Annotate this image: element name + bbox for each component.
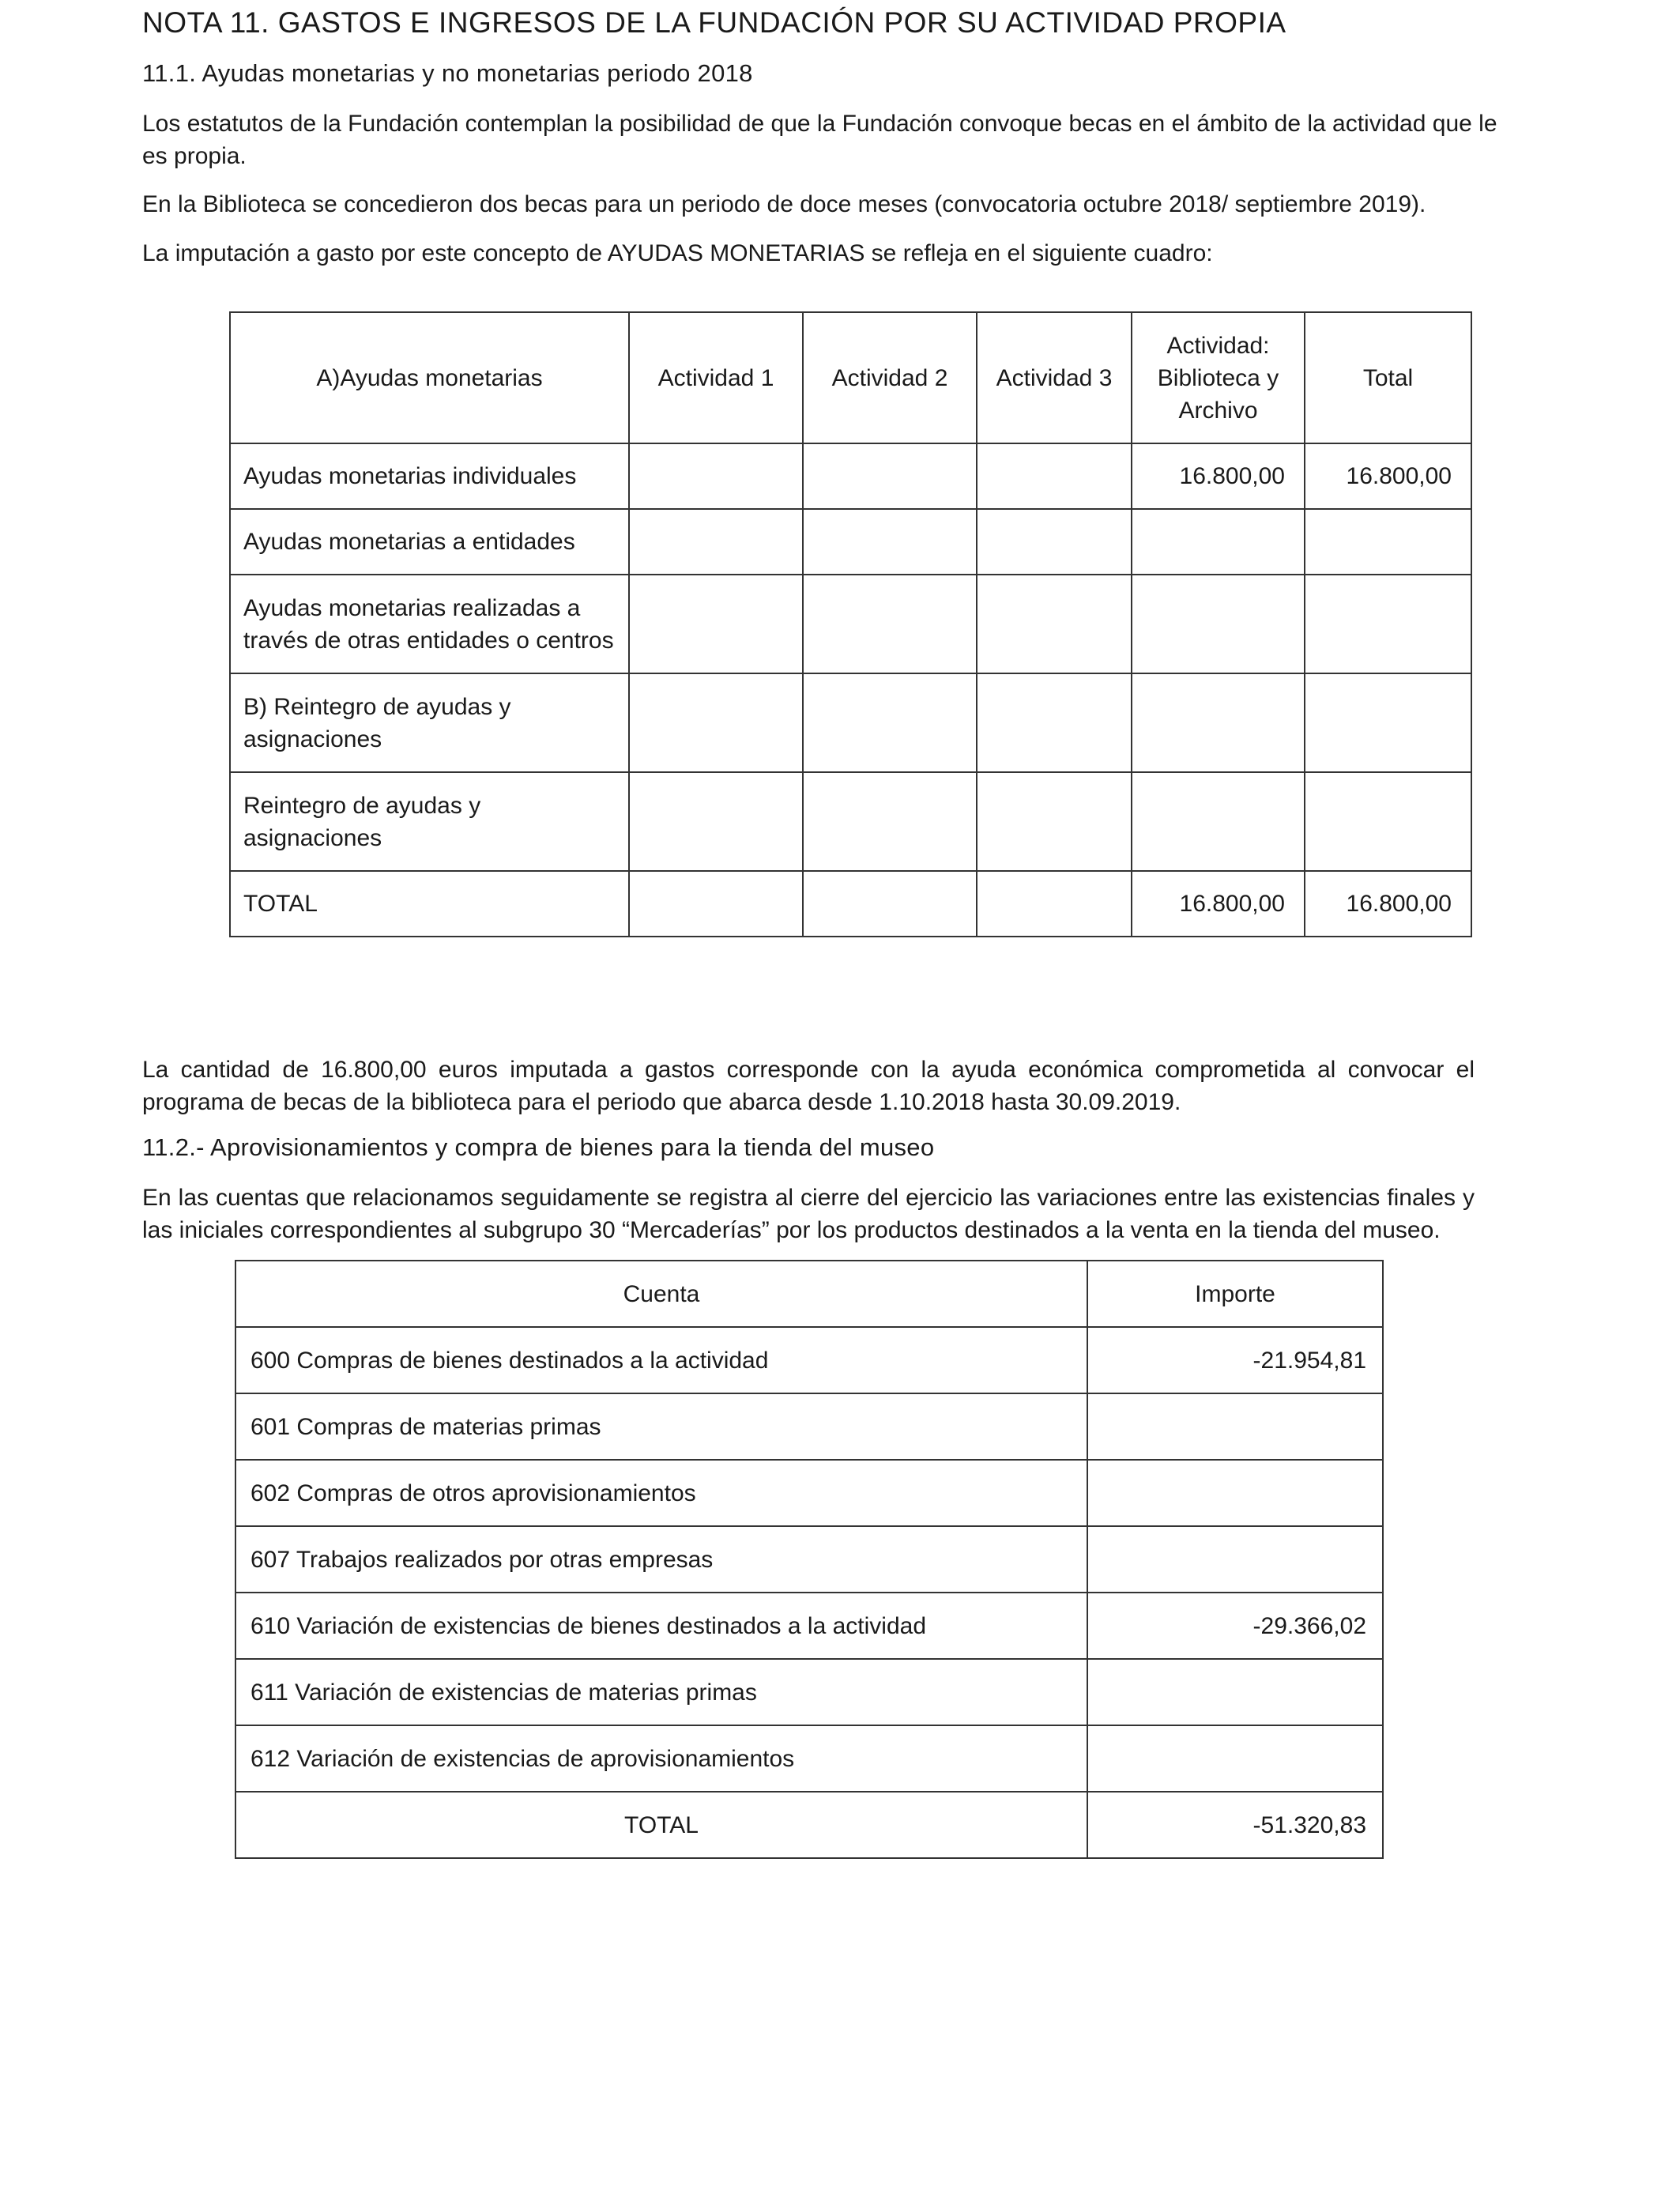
table-row	[230, 509, 1471, 575]
total-value: -51.320,83	[1087, 1792, 1383, 1858]
cell-biblioteca	[1132, 575, 1305, 673]
header-actividad-3: Actividad 3	[977, 312, 1132, 443]
header-ayudas-monetarias: A)Ayudas monetarias	[230, 312, 629, 443]
section1-title: 11.1. Ayudas monetarias y no monetarias periodo 2018	[142, 59, 753, 87]
cell-actividad-1	[629, 673, 803, 772]
paragraph-after-table1: La cantidad de 16.800,00 euros imputada a gastos corresponde con la ayuda económica comprometida al convocar el programa de becas de la biblioteca para el periodo que abarca desde 1.10.2018 hasta 30.09.2019.	[142, 1057, 1475, 1115]
cell-cuenta: 612 Variación de existencias de aprovisionamientos	[235, 1725, 1087, 1792]
row-label: Ayudas monetarias realizadas a través de otras entidades o centros	[230, 575, 629, 673]
total-label: TOTAL	[235, 1792, 1087, 1858]
header-total: Total	[1305, 312, 1471, 443]
table-row	[235, 1460, 1383, 1526]
cell-total	[1305, 509, 1471, 575]
cell-cuenta: 600 Compras de bienes destinados a la actividad	[235, 1327, 1087, 1393]
cell-total: 16.800,00	[1305, 871, 1471, 937]
cell-total: 16.800,00	[1305, 443, 1471, 509]
header-actividad-1: Actividad 1	[629, 312, 803, 443]
cell-importe	[1087, 1393, 1383, 1460]
section2-paragraph: En las cuentas que relacionamos seguidamente se registra al cierre del ejercicio las variaciones entre las existencias finales y las iniciales correspondientes al subgrupo 30 “Mercaderías” por los productos destinados a la venta en la tienda del museo.	[142, 1185, 1475, 1243]
section1-paragraph-2: En la Biblioteca se concedieron dos becas para un periodo de doce meses (convocatoria octubre 2018/ septiembre 2019).	[142, 191, 1426, 217]
row-label: Ayudas monetarias individuales	[230, 443, 629, 509]
cell-cuenta: 611 Variación de existencias de materias primas	[235, 1659, 1087, 1725]
header-importe: Importe	[1087, 1261, 1383, 1327]
table-row	[235, 1526, 1383, 1593]
cell-biblioteca: 16.800,00	[1132, 871, 1305, 937]
table-row	[230, 443, 1471, 509]
cell-actividad-2	[803, 443, 977, 509]
cell-actividad-2	[803, 673, 977, 772]
header-actividad-2: Actividad 2	[803, 312, 977, 443]
table-row	[235, 1659, 1383, 1725]
cell-total	[1305, 772, 1471, 871]
row-label: B) Reintegro de ayudas y asignaciones	[230, 673, 629, 772]
cell-cuenta: 601 Compras de materias primas	[235, 1393, 1087, 1460]
cell-biblioteca	[1132, 772, 1305, 871]
cell-actividad-1	[629, 443, 803, 509]
cell-cuenta: 610 Variación de existencias de bienes destinados a la actividad	[235, 1593, 1087, 1659]
row-label: TOTAL	[230, 871, 629, 937]
table-row-total	[235, 1792, 1383, 1858]
cell-importe	[1087, 1526, 1383, 1593]
section1-paragraph-1: Los estatutos de la Fundación contemplan la posibilidad de que la Fundación convoque becas en el ámbito de la actividad que le es propia.	[142, 111, 1497, 169]
cell-actividad-2	[803, 772, 977, 871]
cell-actividad-2	[803, 575, 977, 673]
section2-title: 11.2.- Aprovisionamientos y compra de bienes para la tienda del museo	[142, 1133, 935, 1161]
cell-actividad-1	[629, 772, 803, 871]
header-cuenta: Cuenta	[235, 1261, 1087, 1327]
table-row	[230, 575, 1471, 673]
cell-importe: -21.954,81	[1087, 1327, 1383, 1393]
cell-actividad-3	[977, 871, 1132, 937]
aprovisionamientos-table	[235, 1260, 1384, 1859]
cell-cuenta: 607 Trabajos realizados por otras empresas	[235, 1526, 1087, 1593]
cell-biblioteca	[1132, 509, 1305, 575]
cell-actividad-3	[977, 673, 1132, 772]
cell-importe	[1087, 1659, 1383, 1725]
cell-total	[1305, 673, 1471, 772]
cell-actividad-1	[629, 509, 803, 575]
cell-actividad-3	[977, 509, 1132, 575]
cell-total	[1305, 575, 1471, 673]
row-label: Ayudas monetarias a entidades	[230, 509, 629, 575]
table-row	[235, 1593, 1383, 1659]
row-label: Reintegro de ayudas y asignaciones	[230, 772, 629, 871]
cell-actividad-2	[803, 509, 977, 575]
cell-cuenta: 602 Compras de otros aprovisionamientos	[235, 1460, 1087, 1526]
table-row	[235, 1327, 1383, 1393]
cell-importe: -29.366,02	[1087, 1593, 1383, 1659]
header-actividad-biblioteca: Actividad: Biblioteca y Archivo	[1132, 312, 1305, 443]
cell-importe	[1087, 1725, 1383, 1792]
cell-biblioteca: 16.800,00	[1132, 443, 1305, 509]
page-heading: NOTA 11. GASTOS E INGRESOS DE LA FUNDACIÓN POR SU ACTIVIDAD PROPIA	[142, 6, 1286, 39]
cell-actividad-3	[977, 575, 1132, 673]
ayudas-monetarias-table	[229, 311, 1472, 937]
section1-paragraph-3: La imputación a gasto por este concepto de AYUDAS MONETARIAS se refleja en el siguiente cuadro:	[142, 240, 1213, 266]
table-row	[230, 673, 1471, 772]
table-row	[235, 1393, 1383, 1460]
table-row	[235, 1725, 1383, 1792]
cell-actividad-1	[629, 575, 803, 673]
cell-actividad-3	[977, 772, 1132, 871]
table-row	[230, 772, 1471, 871]
table-row-total	[230, 871, 1471, 937]
cell-actividad-1	[629, 871, 803, 937]
cell-actividad-3	[977, 443, 1132, 509]
cell-actividad-2	[803, 871, 977, 937]
cell-biblioteca	[1132, 673, 1305, 772]
cell-importe	[1087, 1460, 1383, 1526]
